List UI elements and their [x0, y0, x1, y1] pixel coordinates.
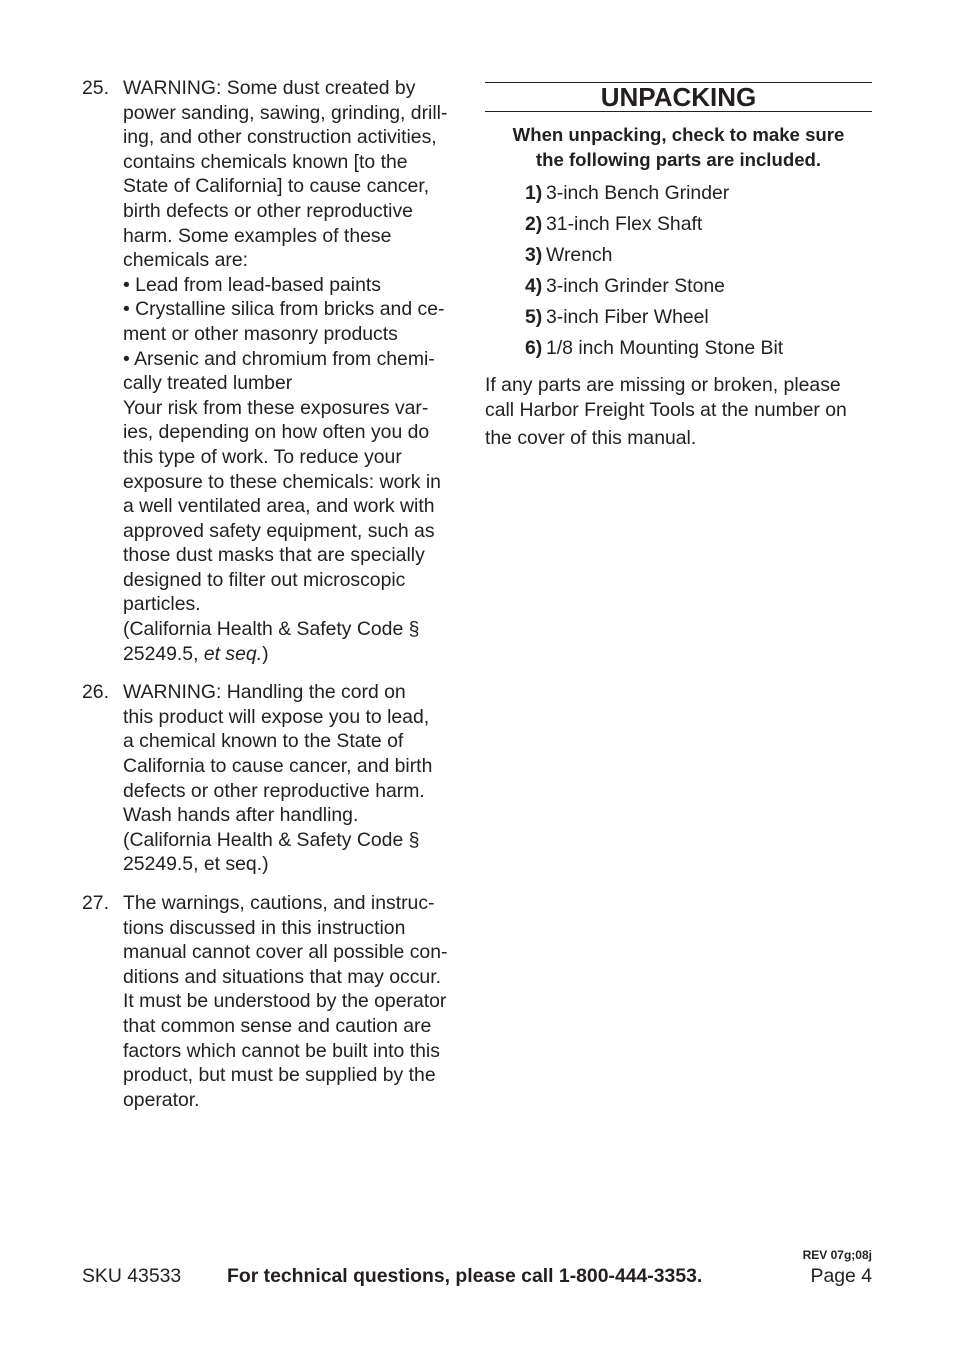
citation-pre: 25249.5,	[123, 642, 204, 665]
item-line: (California Health & Safety Code §	[123, 828, 420, 851]
item-line: ing, and other construction activities,	[123, 126, 437, 149]
warning-item-27	[82, 891, 472, 1112]
item-line: Wash hands after handling.	[123, 804, 359, 827]
item-line: power sanding, sawing, grinding, drill-	[123, 101, 448, 124]
note-line: call Harbor Freight Tools at the number on	[485, 399, 847, 421]
part-number: 6)	[525, 337, 543, 359]
item-line: harm. Some examples of these	[123, 224, 392, 247]
item-line: ditions and situations that may occur.	[123, 965, 441, 988]
item-line: those dust masks that are specially	[123, 544, 425, 567]
item-line: ies, depending on how often you do	[123, 421, 430, 444]
warnings-column	[82, 76, 472, 1126]
item-line: California to cause cancer, and birth	[123, 755, 433, 778]
item-line: operator.	[123, 1088, 200, 1111]
part-item	[525, 178, 872, 209]
part-name: 3-inch Bench Grinder	[546, 182, 730, 204]
part-name: 31-inch Flex Shaft	[546, 213, 703, 235]
item-line: ment or other masonry products	[123, 322, 398, 345]
unpacking-intro	[485, 123, 872, 172]
part-item	[525, 271, 872, 302]
part-number: 1)	[525, 182, 543, 204]
item-line: exposure to these chemicals: work in	[123, 470, 441, 493]
bullet-line: • Arsenic and chromium from chemi-	[123, 347, 435, 370]
item-line: State of California] to cause cancer,	[123, 175, 430, 198]
item-line: tions discussed in this instruction	[123, 916, 406, 939]
item-line: 25249.5, et seq.)	[123, 853, 269, 876]
item-line: particles.	[123, 593, 201, 616]
part-item	[525, 240, 872, 271]
item-line: cally treated lumber	[123, 372, 293, 395]
item-line: designed to filter out microscopic	[123, 568, 406, 591]
item-number: 27.	[82, 892, 109, 914]
item-number: 26.	[82, 681, 109, 704]
item-line: (California Health & Safety Code §	[123, 618, 420, 641]
part-item	[525, 209, 872, 240]
item-line: WARNING: Handling the cord on	[123, 681, 406, 704]
revision-code: REV 07g;08j	[802, 1248, 872, 1262]
citation-post: )	[262, 642, 269, 665]
missing-parts-note	[485, 373, 872, 454]
sku-number: SKU 43533	[82, 1265, 182, 1287]
warning-item-25	[82, 76, 472, 666]
part-number: 4)	[525, 275, 543, 297]
item-line: a well ventilated area, and work with	[123, 495, 435, 518]
citation-italic: et seq.	[203, 642, 263, 665]
part-number: 5)	[525, 306, 543, 328]
note-line: If any parts are missing or broken, please	[485, 374, 841, 396]
item-line: product, but must be supplied by the	[123, 1064, 436, 1087]
part-number: 3)	[525, 244, 543, 266]
item-line: It must be understood by the operator	[123, 990, 447, 1013]
part-item	[525, 333, 872, 364]
unpacking-section	[485, 82, 872, 454]
intro-line: When unpacking, check to make sure	[512, 124, 845, 145]
item-line: Your risk from these exposures var-	[123, 396, 429, 419]
item-line: birth defects or other reproductive	[123, 199, 413, 222]
tech-support-line: For technical questions, please call 1-800-444-3353.	[227, 1265, 703, 1287]
unpacking-heading: UNPACKING	[485, 82, 872, 112]
item-number: 25.	[82, 77, 109, 99]
item-line: this type of work. To reduce your	[123, 445, 402, 468]
item-line: this product will expose you to lead,	[123, 705, 430, 728]
item-line: chemicals are:	[123, 249, 249, 272]
part-item	[525, 302, 872, 333]
warning-item-26	[82, 680, 472, 877]
item-line: factors which cannot be built into this	[123, 1039, 440, 1062]
page-number: Page 4	[810, 1265, 872, 1287]
item-line: contains chemicals known [to the	[123, 150, 408, 173]
bullet-line: • Crystalline silica from bricks and ce-	[123, 298, 445, 321]
note-line: the cover of this manual.	[485, 427, 697, 449]
item-line: approved safety equipment, such as	[123, 519, 435, 542]
item-line: a chemical known to the State of	[123, 730, 404, 753]
intro-line: the following parts are included.	[535, 148, 822, 170]
part-name: 3-inch Fiber Wheel	[546, 306, 709, 328]
parts-list	[525, 178, 872, 364]
citation-line	[123, 642, 472, 667]
item-line: WARNING: Some dust created by	[123, 77, 416, 99]
item-line: defects or other reproductive harm.	[123, 779, 425, 802]
part-name: Wrench	[546, 244, 613, 266]
bullet-line: • Lead from lead-based paints	[123, 273, 381, 296]
part-name: 1/8 inch Mounting Stone Bit	[546, 337, 784, 359]
part-name: 3-inch Grinder Stone	[546, 275, 725, 297]
item-line: that common sense and caution are	[123, 1014, 432, 1037]
item-line: The warnings, cautions, and instruc-	[123, 892, 435, 914]
part-number: 2)	[525, 213, 543, 235]
item-line: manual cannot cover all possible con-	[123, 941, 448, 964]
